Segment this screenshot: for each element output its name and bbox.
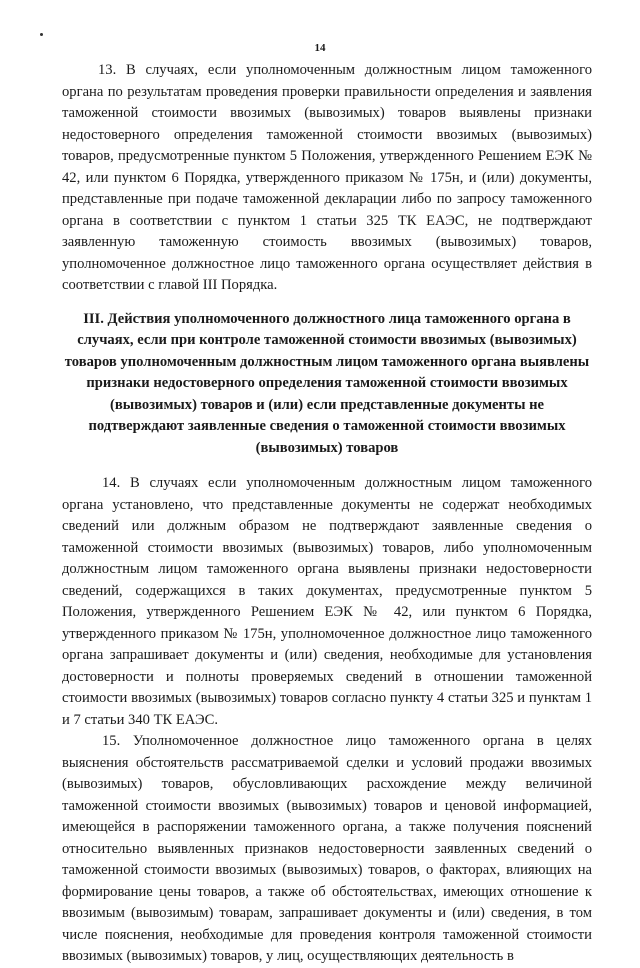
paragraph-15: 15. Уполномоченное должностное лицо таможенного органа в целях выяснения обстоятельств рассматриваемой сделки и условий продажи ввозимых (вывозимых) товаров, обусловливающих расхождение между величиной таможенной стоимости ввозимых (вывозимых) товаров и ценовой информацией, имеющейся в распоряжении таможенного органа, а также получения пояснений относительно выявленных признаков недостоверности заявленных сведений о таможенной стоимости ввозимых (вывозимых) товаров, о факторах, влияющих на формирование цены товаров, а также об обстоятельствах, имеющих отношение к ввозимым (вывозимым) товарам, запрашивает документы и (или) сведения, в том числе пояснения, необходимые для проведения контроля таможенной стоимости ввозимых (вывозимых) товаров, у лиц, осуществляющих деятельность в <box>62 733 592 964</box>
paragraph-14: 14. В случаях если уполномоченным должностным лицом таможенного органа установлено, что представленные документы не содержат необходимых сведений или должным образом не подтверждают заявленные сведения о таможенной стоимости ввозимых (вывозимых) товаров, либо уполномоченным должностным лицом таможенного органа выявлены признаки недостоверности сведений, содержащихся в таких документах, предусмотренные пунктом 5 Положения, утвержденного Решением ЕЭК № 42, или пунктом 6 Порядка, утвержденного приказом № 175н, уполномоченное должностное лицо таможенного органа запрашивает документы и (или) сведения, необходимые для установления достоверности и полноты проверяемых сведений в отношении таможенной стоимости ввозимых (вывозимых) товаров согласно пункту 4 статьи 325 и пунктам 1 и 7 статьи 340 ТК ЕАЭС. <box>62 475 592 728</box>
page-number: 14 <box>314 42 326 54</box>
section-heading: III. Действия уполномоченного должностного лица таможенного органа в случаях, если при контроле таможенной стоимости ввозимых (вывозимых) товаров уполномоченным должностным лицом таможенного органа выявлены признаки недостоверного определения таможенной стоимости ввозимых (вывозимых) товаров и (или) если представленные документы не подтверждают заявленные сведения о таможенной стоимости ввозимых (вывозимых) товаров <box>64 310 590 456</box>
page-content <box>62 60 592 968</box>
scan-speck <box>40 33 43 36</box>
paragraph-13: 13. В случаях, если уполномоченным должностным лицом таможенного органа по результатам проведения проверки правильности определения и заявления таможенной стоимости ввозимых (вывозимых) товаров выявлены признаки недостоверного определения таможенной стоимости ввозимых (вывозимых) товаров, предусмотренные пунктом 5 Положения, утвержденного Решением ЕЭК № 42, или пунктом 6 Порядка, утвержденного приказом № 175н, и (или) документы, представленные при подаче таможенной декларации либо по запросу таможенного органа в соответствии с пунктом 1 статьи 325 ТК ЕАЭС, не подтверждают заявленную таможенную стоимость ввозимых (вывозимых) товаров, уполномоченное должностное лицо таможенного органа осуществляет действия в соответствии с главой III Порядка. <box>62 62 592 293</box>
